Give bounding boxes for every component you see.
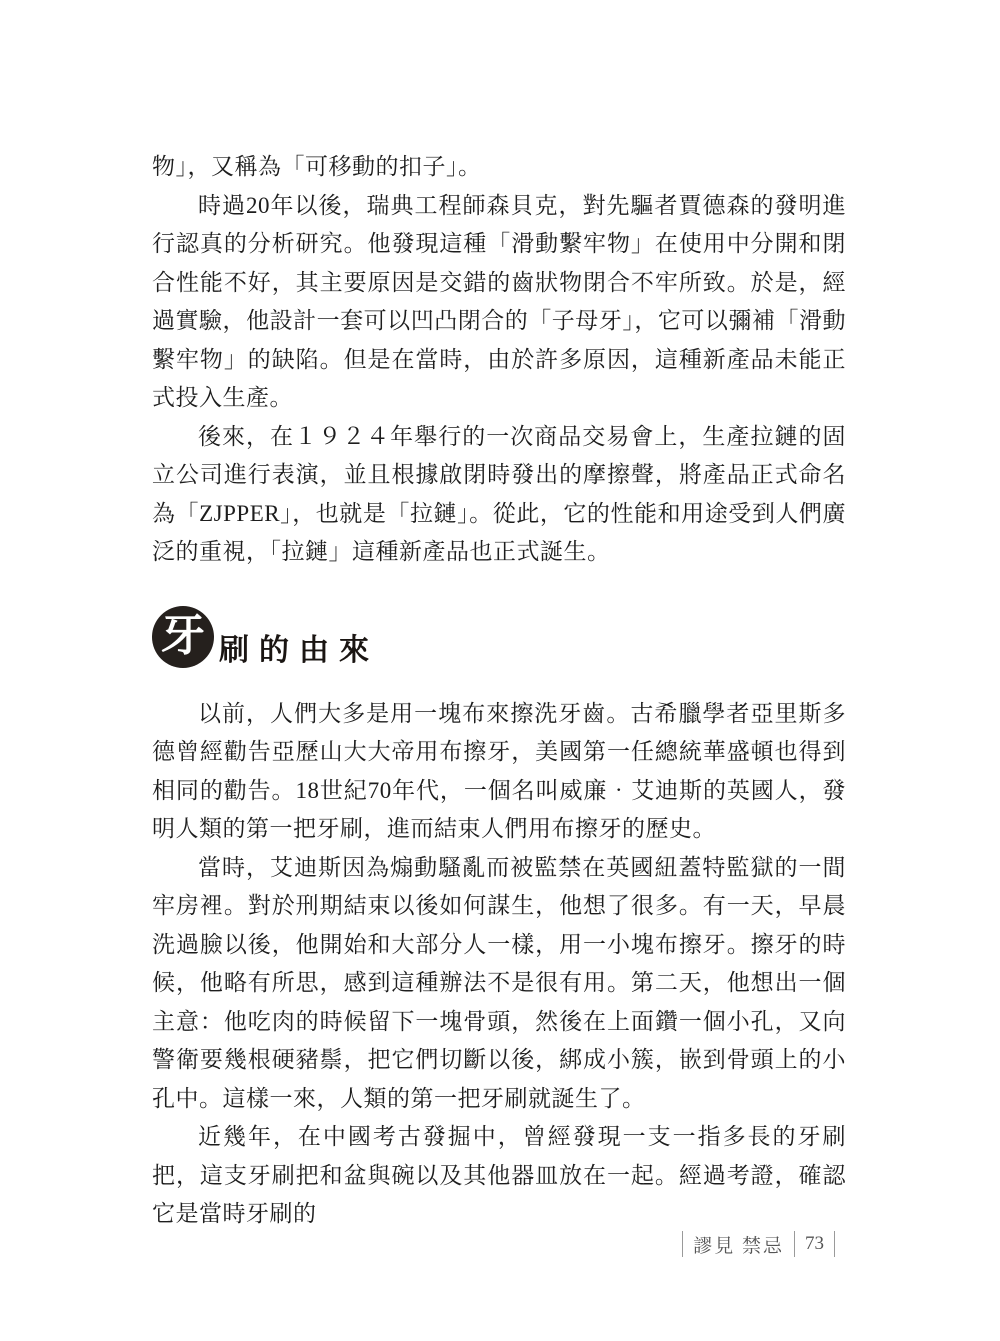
paragraph-china-archaeology-find: 近幾年，在中國考古發掘中，曾經發現一支一指多長的牙刷把，這支牙刷把和盆與碗以及其他器皿放在一起。經過考證，確認它是當時牙刷的	[152, 1124, 846, 1226]
section-heading-toothbrush-origin	[152, 606, 846, 668]
footer-divider-left	[682, 1231, 683, 1257]
page-footer	[672, 1230, 845, 1258]
paragraph-continuation-movable-button: 物」，又稱為「可移動的扣子」。	[152, 154, 482, 179]
paragraph-addis-prison-invention: 當時，艾迪斯因為煽動騷亂而被監禁在英國紐蓋特監獄的一間牢房裡。對於刑期結束以後如何謀生，他想了很多。有一天，早晨洗過臉以後，他開始和大部分人一樣，用一小塊布擦牙。擦牙的時候，他略有所思，感到這種辦法不是很有用。第二天，他想出一個主意：他吃肉的時候留下一塊骨頭，然後在上面鑽一個小孔，又向警衛要幾根硬豬鬃，把它們切斷以後，綁成小簇，嵌到骨頭上的小孔中。這樣一來，人類的第一把牙刷就誕生了。	[152, 854, 846, 1111]
paragraph-toothbrush-cloth-history: 以前，人們大多是用一塊布來擦洗牙齒。古希臘學者亞里斯多德曾經勸告亞歷山大大帝用布擦牙，美國第一任總統華盛頓也得到相同的勸告。18世紀70年代，一個名叫威廉‧艾迪斯的英國人，發明人類的第一把牙刷，進而結束人們用布擦牙的歷史。	[152, 700, 846, 841]
footer-divider-right	[834, 1231, 835, 1257]
paragraph-zipper-naming-1924: 後來，在１９２４年舉行的一次商品交易會上，生產拉鏈的固立公司進行表演，並且根據啟閉時發出的摩擦聲，將產品正式命名為「ZJPPER」，也就是「拉鏈」。從此，它的性能和用途受到人們廣泛的重視，「拉鏈」這種新產品也正式誕生。	[152, 423, 846, 564]
section-title: 刷的由來	[219, 633, 379, 667]
page-content	[152, 148, 846, 1234]
paragraph-zipper-sundback-analysis: 時過20年以後，瑞典工程師森貝克，對先驅者賈德森的發明進行認真的分析研究。他發現這種「滑動繫牢物」在使用中分開和閉合性能不好，其主要原因是交錯的齒狀物閉合不牢所致。於是，經過實驗，他設計一套可以凹凸閉合的「子母牙」，它可以彌補「滑動繫牢物」的缺陷。但是在當時，由於許多原因，這種新產品未能正式投入生產。	[152, 192, 846, 410]
footer-divider-middle	[794, 1231, 795, 1257]
section-badge-circle-icon	[152, 606, 214, 668]
footer-page-number: 73	[805, 1233, 824, 1254]
footer-book-title: 謬見 禁忌	[693, 1235, 784, 1257]
section-badge-character: 牙	[161, 610, 205, 660]
